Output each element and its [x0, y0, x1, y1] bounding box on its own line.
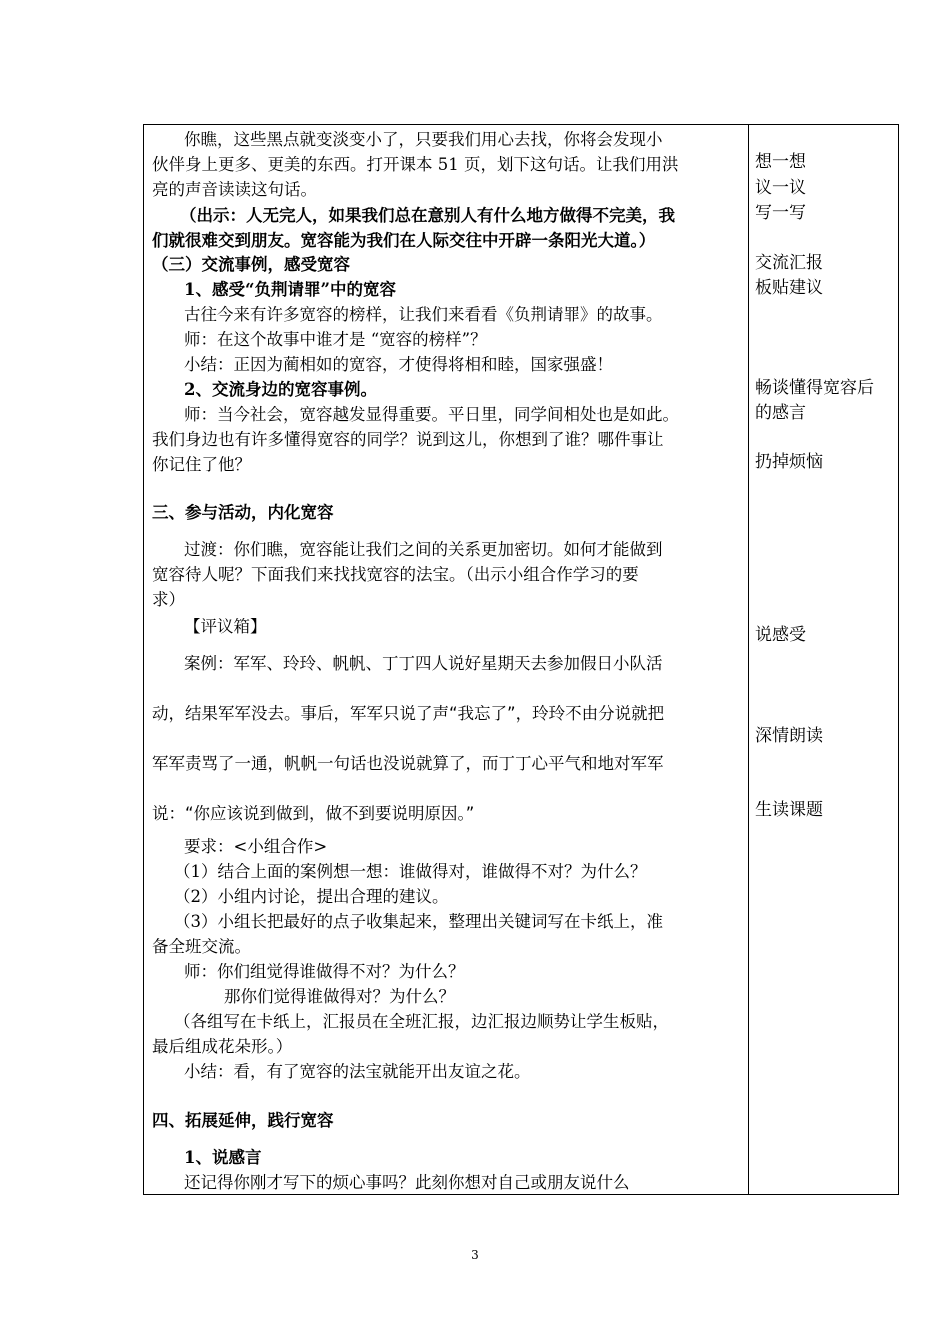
- text-line: 过渡：你们瞧，宽容能让我们之间的关系更加密切。如何才能做到: [184, 540, 663, 559]
- activity-note: 畅谈懂得宽容后: [755, 378, 874, 398]
- activity-note: 交流汇报: [755, 253, 823, 273]
- activity-note: 生读课题: [755, 800, 823, 820]
- text-line: 那你们觉得谁做得对？为什么？: [224, 987, 455, 1006]
- case-text-line: 案例：军军、玲玲、帆帆、丁丁四人说好星期天去参加假日小队活: [184, 654, 663, 673]
- text-line: 宽容待人呢？下面我们来找找宽容的法宝。（出示小组合作学习的要: [152, 565, 639, 584]
- activity-note: 写一写: [755, 203, 806, 223]
- activity-note: 议一议: [755, 178, 806, 198]
- text-line: 古往今来有许多宽容的榜样，让我们来看看《负荆请罪》的故事。: [184, 305, 663, 324]
- text-line: 你记住了他？: [152, 455, 251, 474]
- page-number: 3: [471, 1248, 479, 1262]
- text-line: 小结：正因为蔺相如的宽容，才使得将相和睦，国家强盛！: [184, 355, 613, 374]
- subsection-heading: 1、说感言: [184, 1148, 262, 1167]
- text-line: （1）结合上面的案例想一想：谁做得对，谁做得不对？为什么？: [174, 862, 647, 881]
- lesson-content-column: [152, 125, 742, 1194]
- text-line: 师：你们组觉得谁做得不对？为什么？: [184, 962, 465, 981]
- section-heading: 四、拓展延伸，践行宽容: [152, 1111, 334, 1130]
- text-line: （出示：人无完人，如果我们总在意别人有什么地方做得不完美，我: [180, 206, 675, 225]
- text-line: 师：在这个故事中谁才是 “宽容的榜样”？: [184, 330, 487, 349]
- text-line: 亮的声音读读这句话。: [152, 180, 317, 199]
- activity-note: 说感受: [755, 625, 806, 645]
- case-text-line: 动，结果军军没去。事后，军军只说了声“我忘了”，玲玲不由分说就把: [152, 704, 665, 723]
- text-line: 还记得你刚才写下的烦心事吗？此刻你想对自己或朋友说什么: [184, 1173, 630, 1192]
- section-heading: 三、参与活动，内化宽容: [152, 503, 334, 522]
- case-text-line: 军军责骂了一通，帆帆一句话也没说就算了，而丁丁心平气和地对军军: [152, 754, 664, 773]
- text-line: 我们身边也有许多懂得宽容的同学？说到这儿，你想到了谁？哪件事让: [152, 430, 664, 449]
- text-line: 【评议箱】: [184, 617, 267, 636]
- text-line: 要求：<小组合作>: [184, 837, 328, 856]
- activity-note: 深情朗读: [755, 726, 823, 746]
- activity-note: 想一想: [755, 152, 806, 172]
- lesson-table: [143, 124, 899, 1195]
- subsection-heading: 1、感受“负荆请罪”中的宽容: [184, 280, 396, 299]
- activity-notes-column: [755, 125, 895, 1194]
- text-line: 小结：看，有了宽容的法宝就能开出友谊之花。: [184, 1062, 531, 1081]
- text-line: （3）小组长把最好的点子收集起来，整理出关键词写在卡纸上，准: [174, 912, 663, 931]
- text-line: 求）: [152, 590, 185, 609]
- text-line: （各组写在卡纸上，汇报员在全班汇报，边汇报边顺势让学生板贴，: [174, 1012, 669, 1031]
- text-line: 最后组成花朵形。）: [152, 1037, 293, 1056]
- text-line: 你瞧，这些黑点就变淡变小了，只要我们用心去找，你将会发现小: [184, 130, 663, 149]
- case-text-line: 说：“你应该说到做到，做不到要说明原因。”: [152, 804, 475, 823]
- text-line: 师：当今社会，宽容越发显得重要。平日里，同学间相处也是如此。: [184, 405, 679, 424]
- section-heading: （三）交流事例，感受宽容: [152, 255, 350, 274]
- text-line: 备全班交流。: [152, 937, 251, 956]
- text-line: 们就很难交到朋友。宽容能为我们在人际交往中开辟一条阳光大道。）: [152, 231, 656, 250]
- text-line: 伙伴身上更多、更美的东西。打开课本 51 页，划下这句话。让我们用洪: [152, 155, 679, 174]
- activity-note: 板贴建议: [755, 278, 823, 298]
- subsection-heading: 2、交流身边的宽容事例。: [184, 380, 377, 399]
- text-line: （2）小组内讨论，提出合理的建议。: [174, 887, 449, 906]
- activity-note: 扔掉烦恼: [755, 452, 823, 472]
- column-divider: [748, 125, 749, 1194]
- activity-note: 的感言: [755, 403, 806, 423]
